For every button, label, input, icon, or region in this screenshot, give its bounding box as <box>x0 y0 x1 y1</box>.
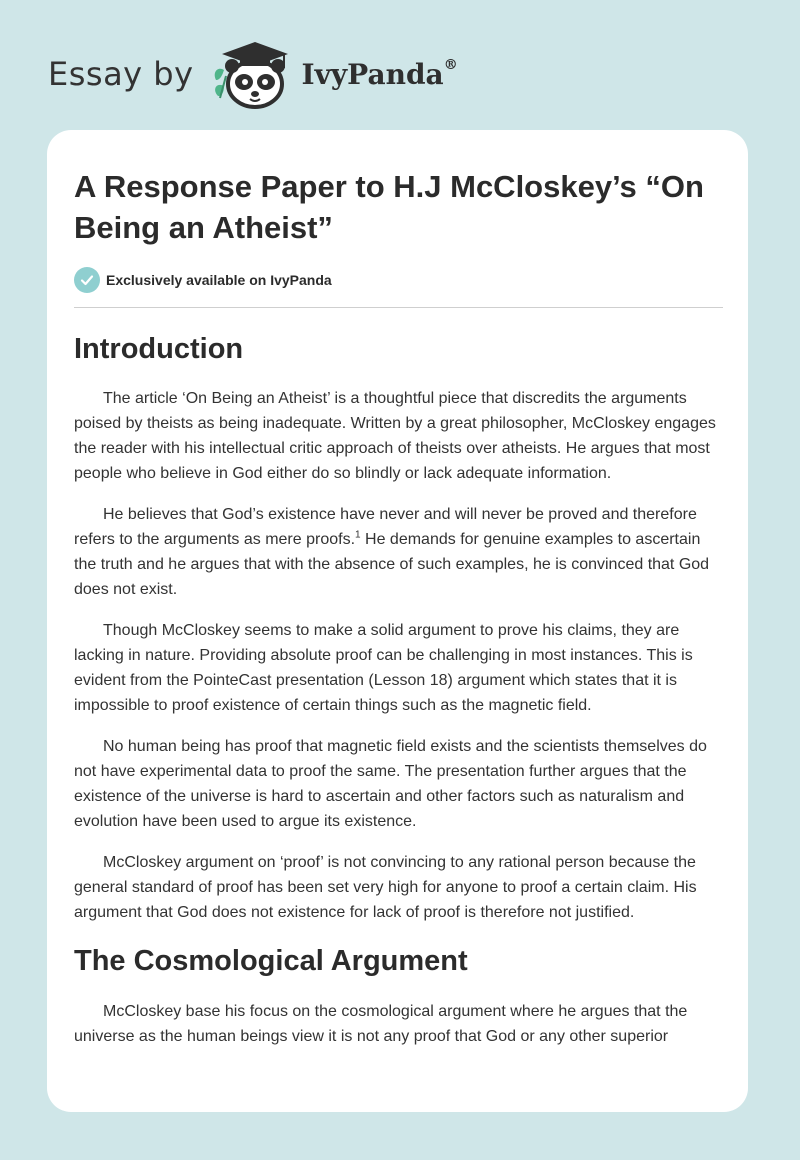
paragraph: The article ‘On Being an Atheist’ is a thoughtful piece that discredits the arguments poised by theists as being inadequate. Written by a great philosopher, McCloskey engages the reader with his intellectual critic approach of theists over atheists. He argues that most people who believe in God either do so blindly or lack adequate information. <box>74 390 716 482</box>
paragraph: McCloskey argument on ‘proof’ is not convincing to any rational person because the general standard of proof has been set very high for anyone to proof a certain claim. His argument that God does not existence for lack of proof is therefore not justified. <box>74 854 697 921</box>
page-title: A Response Paper to H.J McCloskey’s “On Being an Atheist” <box>74 169 704 245</box>
paragraph <box>74 502 724 602</box>
exclusive-badge <box>74 267 724 293</box>
divider <box>74 307 723 308</box>
check-icon <box>74 267 100 293</box>
site-header <box>48 34 458 114</box>
paragraph-text: He believes that God’s existence have never and will never be proved and therefore refers to the arguments as mere proofs. <box>74 506 697 548</box>
paragraph: Though McCloskey seems to make a solid argument to prove his claims, they are lacking in nature. Providing absolute proof can be challenging in most instances. This is evident from the PointeCast presentation (Lesson 18) argument which states that it is impossible to proof existence of certain things such as the magnetic field. <box>74 622 693 714</box>
registered-mark: ® <box>443 57 458 74</box>
essay-by-label: Essay by <box>48 55 194 93</box>
section-heading-cosmological-argument: The Cosmological Argument <box>74 945 468 977</box>
paragraph: McCloskey base his focus on the cosmological argument where he argues that the universe as the human beings view it is not any proof that God or any other superior <box>74 1003 688 1045</box>
brand-name[interactable]: IvyPanda® <box>301 57 458 91</box>
section-heading-introduction: Introduction <box>74 333 244 365</box>
badge-label: Exclusively available on IvyPanda <box>106 272 332 288</box>
footnote-link[interactable]: 1 <box>355 529 361 541</box>
ivypanda-logo-icon[interactable] <box>210 36 296 112</box>
paragraph: No human being has proof that magnetic field exists and the scientists themselves do not have experimental data to proof the same. The presentation further argues that the existence of the universe is hard to ascertain and other factors such as naturalism and evolution have been used to argue its existence. <box>74 738 707 830</box>
essay-card <box>47 130 748 1112</box>
paragraph-text: He demands for genuine examples to ascertain the truth and he argues that with the absence of such examples, he is convinced that God does not exist. <box>74 531 710 598</box>
